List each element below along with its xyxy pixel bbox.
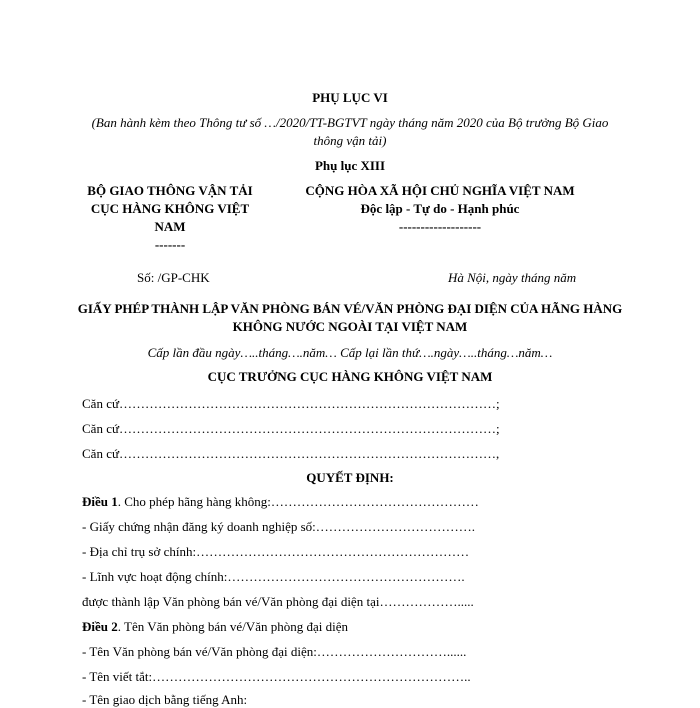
article-1-line: - Giấy chứng nhận đăng ký doanh nghiệp số:………………………………. (82, 519, 476, 534)
ministry-name: BỘ GIAO THÔNG VẬN TẢI (87, 183, 253, 198)
license-title: GIẤY PHÉP THÀNH LẬP VĂN PHÒNG BÁN VÉ/VĂN PHÒNG ĐẠI DIỆN CỦA HÃNG HÀNG KHÔNG NƯỚC NGOÀI TẠI VIỆT NAM (77, 301, 623, 334)
article-1-text: . Cho phép hãng hàng không:………………………………………… (117, 494, 479, 509)
appendix-title: PHỤ LỤC VI (312, 90, 388, 105)
issued-note: (Ban hành kèm theo Thông tư số …/2020/TT-BGTVT ngày tháng năm 2020 của Bộ trưởng Bộ Giao thông vận tải) (91, 115, 609, 148)
national-title: CỘNG HÒA XÃ HỘI CHỦ NGHĨA VIỆT NAM (305, 183, 575, 198)
article-2-line: - Tên giao dịch bằng tiếng Anh: (82, 692, 248, 707)
right-rule: ------------------- (398, 219, 482, 234)
agency-name-cont: NAM (154, 219, 186, 234)
national-motto: Độc lập - Tự do - Hạnh phúc (360, 201, 520, 216)
place-date: Hà Nội, ngày tháng năm (448, 270, 577, 285)
basis-line: Căn cứ……………………………………………………………………………, (82, 446, 500, 461)
decision-title: QUYẾT ĐỊNH: (306, 470, 394, 485)
document-number: Số: /GP-CHK (137, 270, 210, 285)
article-2 (82, 619, 348, 635)
issue-line: Cấp lần đầu ngày…..tháng….năm… Cấp lại lần thứ….ngày…..tháng…năm… (147, 345, 553, 360)
article-1-line: được thành lập Văn phòng bán vé/Văn phòng đại diện tại………………..... (82, 594, 474, 609)
left-rule: ------- (154, 237, 186, 252)
article-2-line: - Tên Văn phòng bán vé/Văn phòng đại diện:…………………………...... (82, 644, 467, 659)
agency-name: CỤC HÀNG KHÔNG VIỆT (90, 201, 250, 216)
article-2-text: . Tên Văn phòng bán vé/Văn phòng đại diện (117, 619, 348, 634)
authority-title: CỤC TRƯỞNG CỤC HÀNG KHÔNG VIỆT NAM (207, 369, 493, 384)
article-1-line: - Lĩnh vực hoạt động chính:………………………………………………. (82, 569, 465, 584)
article-1-label: Điều 1 (82, 494, 118, 509)
basis-line: Căn cứ……………………………………………………………………………; (82, 396, 500, 411)
basis-line: Căn cứ……………………………………………………………………………; (82, 421, 500, 436)
article-1-line: - Địa chỉ trụ sở chính:……………………………………………………… (82, 544, 470, 559)
article-1 (82, 494, 479, 510)
article-2-line: - Tên viết tắt:……………………………………………………………….. (82, 669, 471, 684)
article-2-label: Điều 2 (82, 619, 118, 634)
sub-appendix-title: Phụ lục XIII (314, 158, 386, 173)
